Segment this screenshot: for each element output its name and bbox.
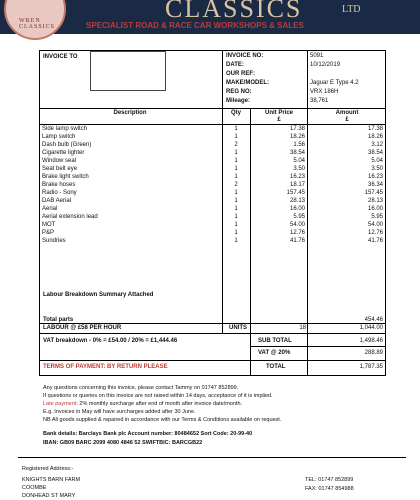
item-qty: 2 <box>234 182 238 188</box>
item-description: MOT <box>42 222 56 228</box>
item-price: 5.95 <box>293 214 305 220</box>
bank-details: Bank details: Barclays Bank plc Account number: 80484652 Sort Code: 20-99-40 <box>43 431 253 437</box>
item-amount: 41.76 <box>367 238 383 244</box>
item-price: 18.17 <box>289 182 305 188</box>
unit-price-currency: £ <box>277 117 281 123</box>
item-qty: 1 <box>234 166 238 172</box>
units-value: 18 <box>299 325 306 331</box>
item-price: 17.38 <box>289 126 305 132</box>
address-line-2: COOMBE <box>22 485 47 491</box>
date-label: DATE: <box>226 62 244 68</box>
mileage-value: 38,761 <box>310 98 329 104</box>
unit-price-header: Unit Price <box>264 110 293 116</box>
late-payment-text: 2% monthly surcharge after end of month after invoice date/month. <box>77 401 243 407</box>
company-header <box>0 0 420 34</box>
logo-text: WREN CLASSICS <box>19 18 56 30</box>
labour-breakdown-note: Labour Breakdown Summary Attached <box>43 292 154 298</box>
totals-label-rule <box>250 333 251 376</box>
subtotal-label: SUB TOTAL <box>258 338 292 344</box>
vat-breakdown: VAT breakdown - 0% = £54.00 / 20% = £1,444.46 <box>43 338 178 344</box>
item-qty: 1 <box>234 198 238 204</box>
item-description: DAB Aerial <box>42 198 72 204</box>
item-amount: 54.00 <box>367 222 383 228</box>
labour-rule <box>39 323 386 324</box>
payment-terms: TERMS OF PAYMENT: BY RETURN PLEASE <box>43 364 168 370</box>
item-description: Aerial <box>42 206 58 212</box>
item-amount: 3.12 <box>371 142 383 148</box>
vat-label: VAT @ 20% <box>258 350 291 356</box>
qty-header: Qty <box>230 110 241 116</box>
total-parts-label: Total parts <box>43 317 74 323</box>
item-price: 38.54 <box>289 150 305 156</box>
item-price: 1.56 <box>293 142 305 148</box>
item-description: Brake light switch <box>42 174 89 180</box>
subtotal-value: 1,498.46 <box>359 338 383 344</box>
address-line-3: DONHEAD ST MARY <box>22 493 76 499</box>
item-description: Side lamp switch <box>42 126 88 132</box>
item-amount: 5.95 <box>371 214 383 220</box>
amount-currency: £ <box>345 117 349 123</box>
make-model-value: Jaguar E Type 4.2 <box>310 80 359 86</box>
date-value: 10/12/2019 <box>310 62 341 68</box>
reg-no-value: VRX 186H <box>310 89 339 95</box>
item-description: P&P <box>42 230 55 236</box>
item-price: 41.76 <box>289 238 305 244</box>
item-amount: 17.38 <box>367 126 383 132</box>
item-price: 12.76 <box>289 230 305 236</box>
item-description: Seat belt eye <box>42 166 78 172</box>
amount-header: Amount <box>335 110 359 116</box>
table-header-bottom-rule <box>39 124 386 125</box>
total-value: 1,787.35 <box>359 364 383 370</box>
our-ref-label: OUR REF: <box>226 71 255 77</box>
brand-name: CLASSICS <box>165 0 303 23</box>
company-logo <box>4 0 66 40</box>
redacted-address-box <box>90 51 166 91</box>
item-qty: 1 <box>234 238 238 244</box>
item-qty: 1 <box>234 190 238 196</box>
address-line-1: KNIGHTS BARN FARM <box>22 477 81 483</box>
item-amount: 16.23 <box>367 174 383 180</box>
item-qty: 2 <box>234 142 238 148</box>
totals-rule <box>39 333 386 334</box>
footer-divider <box>18 457 406 458</box>
amount-column-rule <box>307 108 308 334</box>
item-amount: 3.50 <box>371 166 383 172</box>
item-qty: 1 <box>234 150 238 156</box>
item-qty: 1 <box>234 158 238 164</box>
item-price: 5.04 <box>293 158 305 164</box>
contact-note: Any questions concerning this invoice, please contact Tammy on 01747 852899. <box>43 385 239 391</box>
item-description: Radio - Sony <box>42 190 77 196</box>
item-amount: 18.26 <box>367 134 383 140</box>
item-amount: 38.54 <box>367 150 383 156</box>
brand-suffix: LTD <box>342 4 361 15</box>
item-amount: 36.34 <box>367 182 383 188</box>
item-qty: 1 <box>234 222 238 228</box>
description-header: Description <box>113 110 147 116</box>
terms-rule <box>39 360 250 361</box>
item-price: 28.13 <box>289 198 305 204</box>
mileage-label: Mileage: <box>226 98 251 104</box>
terms-conditions-note: NB All goods supplied & repaired in accordance with our Terms & Conditions available on request. <box>43 417 282 423</box>
table-header-rule <box>39 108 386 109</box>
total-label: TOTAL <box>266 364 286 370</box>
item-description: Lamp switch <box>42 134 76 140</box>
invoice-no-value: 5091 <box>310 53 324 59</box>
late-payment-label: Late payment: <box>43 401 78 407</box>
item-price: 3.50 <box>293 166 305 172</box>
vat-rule <box>250 360 386 361</box>
item-amount: 28.13 <box>367 198 383 204</box>
vat-value: 288.89 <box>364 350 383 356</box>
reg-no-label: REG NO: <box>226 89 252 95</box>
subtotal-rule <box>250 346 386 347</box>
item-description: Aerial extension lead <box>42 214 98 220</box>
item-description: Dash bulb (Green) <box>42 142 92 148</box>
query-note: If questions or queries on this invoice are not raised within 14 days, acceptance of it is implied. <box>43 393 273 399</box>
invoice-no-label: INVOICE NO: <box>226 53 264 59</box>
item-description: Sundries <box>42 238 66 244</box>
item-amount: 157.45 <box>364 190 383 196</box>
item-price: 16.00 <box>289 206 305 212</box>
item-description: Window seal <box>42 158 77 164</box>
labour-amount: 1,044.00 <box>359 325 383 331</box>
company-subtitle: SPECIALIST ROAD & RACE CAR WORKSHOPS & SALES <box>86 21 304 30</box>
surcharge-example-note: E.g. Invoices in May will have surcharges added after 30 June. <box>43 409 196 415</box>
totals-value-rule <box>307 333 308 376</box>
fax: FAX: 01747 854988 <box>305 486 354 492</box>
registered-address-label: Registered Address:- <box>22 466 74 472</box>
item-amount: 5.04 <box>371 158 383 164</box>
units-label: UNITS <box>229 325 247 331</box>
item-price: 157.45 <box>286 190 305 196</box>
item-qty: 1 <box>234 206 238 212</box>
iban-details: IBAN: GB09 BARC 2099 4080 4846 52 SWIFTBIC: BARCGB22 <box>43 440 203 446</box>
item-price: 54.00 <box>289 222 305 228</box>
total-parts-value: 454.46 <box>364 317 383 323</box>
item-price: 18.26 <box>289 134 305 140</box>
qty-column-rule <box>222 108 223 334</box>
invoice-to-label: INVOICE TO <box>43 54 78 60</box>
item-qty: 1 <box>234 134 238 140</box>
item-description: Brake hoses <box>42 182 76 188</box>
item-price: 16.23 <box>289 174 305 180</box>
item-amount: 16.00 <box>367 206 383 212</box>
meta-divider <box>307 50 308 108</box>
late-payment-note <box>43 401 242 408</box>
make-model-label: MAKE/MODEL: <box>226 80 269 86</box>
telephone: TEL: 01747 852899 <box>305 477 354 483</box>
item-qty: 1 <box>234 126 238 132</box>
header-divider <box>222 50 223 108</box>
item-qty: 1 <box>234 230 238 236</box>
item-amount: 12.76 <box>367 230 383 236</box>
item-qty: 1 <box>234 214 238 220</box>
price-column-rule <box>250 108 251 334</box>
item-qty: 1 <box>234 174 238 180</box>
labour-label: LABOUR @ £58 PER HOUR <box>43 325 122 331</box>
item-description: Cigarette lighter <box>42 150 85 156</box>
